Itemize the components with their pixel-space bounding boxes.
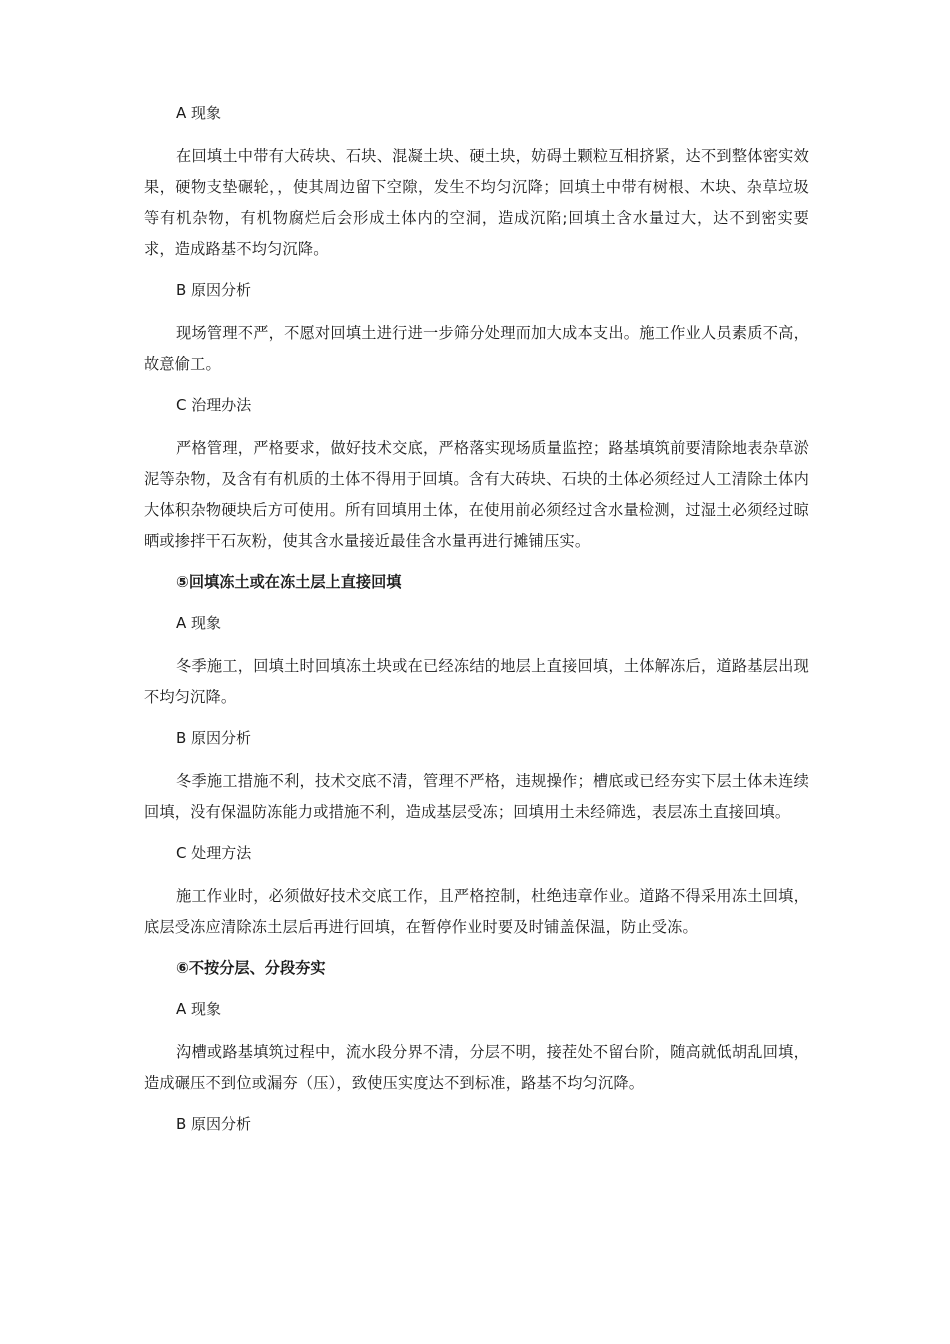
subheading-phenomenon: A 现象 bbox=[176, 614, 222, 632]
paragraph-treatment: 严格管理，严格要求，做好技术交底，严格落实现场质量监控；路基填筑前要清除地表杂草淤泥等杂物，及含有有机质的土体不得用于回填。含有大砖块、石块的土体必须经过人工清除土体内大体积杂物硬块后方可使用。所有回填用土体，在使用前必须经过含水量检测，过湿土必须经过晾晒或掺拌干石灰粉，使其含水量接近最佳含水量再进行摊铺压实。 bbox=[144, 439, 809, 550]
paragraph-phenomenon: 在回填土中带有大砖块、石块、混凝土块、硬土块，妨碍土颗粒互相挤紧，达不到整体密实效果，硬物支垫碾轮，，使其周边留下空隙，发生不均匀沉降；回填土中带有树根、木块、杂草垃圾等有机杂物，有机物腐烂后会形成土体内的空洞，造成沉陷;回填土含水量过大，达不到密实要求，造成路基不均匀沉降。 bbox=[144, 147, 809, 258]
subheading-cause-analysis: B 原因分析 bbox=[176, 281, 252, 299]
paragraph-treatment: 施工作业时，必须做好技术交底工作，且严格控制，杜绝违章作业。道路不得采用冻土回填，底层受冻应清除冻土层后再进行回填，在暂停作业时要及时铺盖保温，防止受冻。 bbox=[144, 887, 809, 936]
subheading-phenomenon: A 现象 bbox=[176, 1000, 222, 1018]
paragraph-phenomenon: 冬季施工，回填土时回填冻土块或在已经冻结的地层上直接回填，土体解冻后，道路基层出现不均匀沉降。 bbox=[144, 657, 809, 706]
document-body bbox=[144, 100, 809, 1152]
paragraph-phenomenon: 沟槽或路基填筑过程中，流水段分界不清，分层不明，接茬处不留台阶，随高就低胡乱回填，造成碾压不到位或漏夯（压），致使压实度达不到标准，路基不均匀沉降。 bbox=[144, 1043, 809, 1092]
paragraph-cause-analysis: 现场管理不严，不愿对回填土进行进一步筛分处理而加大成本支出。施工作业人员素质不高，故意偷工。 bbox=[144, 324, 809, 373]
subheading-phenomenon: A 现象 bbox=[176, 104, 222, 122]
subheading-cause-analysis: B 原因分析 bbox=[176, 729, 252, 747]
subheading-cause-analysis: B 原因分析 bbox=[176, 1115, 252, 1133]
paragraph-cause-analysis: 冬季施工措施不利，技术交底不清，管理不严格，违规操作；槽底或已经夯实下层土体未连续回填，没有保温防冻能力或措施不利，造成基层受冻；回填用土未经筛选，表层冻土直接回填。 bbox=[144, 772, 809, 821]
subheading-treatment: C 处理方法 bbox=[176, 844, 252, 862]
section-heading-frozen-soil: ⑤回填冻土或在冻土层上直接回填 bbox=[176, 573, 402, 591]
subheading-treatment: C 治理办法 bbox=[176, 396, 252, 414]
section-heading-layered-compaction: ⑥不按分层、分段夯实 bbox=[176, 959, 326, 977]
